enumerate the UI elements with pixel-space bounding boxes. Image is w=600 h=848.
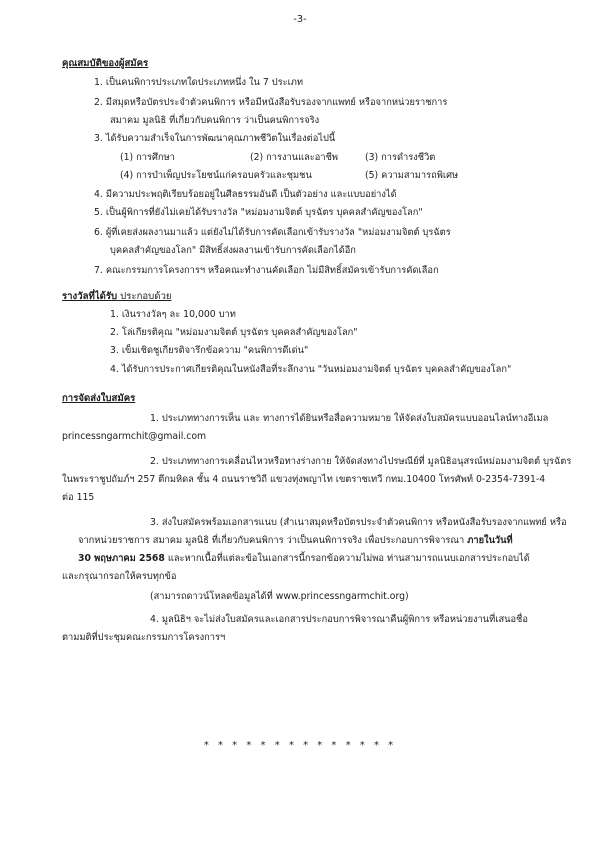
award-item-3: 3. เข็มเชิดชูเกียรติจารึกข้อความ "คนพิการดีเด่น" — [110, 345, 309, 356]
qualification-item-5: 5. เป็นผู้พิการที่ยังไม่เคยได้รับรางวัล "หม่อมงามจิตต์ บุรฉัตร บุคคลสำคัญของโลก" — [94, 207, 423, 218]
sub-item-community: (4) การบำเพ็ญประโยชน์แก่ครอบครัวและชุมชน — [120, 170, 312, 181]
qualification-item-3: 3. ได้รับความสำเร็จในการพัฒนาคุณภาพชีวิตในเรื่องต่อไปนี้ — [94, 133, 336, 144]
submission-p2-line2: ในพระราชูปถัมภ์ฯ 257 ตึกมหิดล ชั้น 4 ถนนราชวิถี แขวงทุ่งพญาไท เขตราชเทวี กทม.10400 โทรศัพท์ 0-2354-7391-4 — [62, 474, 546, 485]
qualification-item-6: 6. ผู้ที่เคยส่งผลงานมาแล้ว แต่ยังไม่ได้รับการคัดเลือกเข้ารับรางวัล "หม่อมงามจิตต์ บุรฉัตร — [94, 227, 451, 238]
deadline-prefix: ภายในวันที่ — [467, 535, 513, 546]
sub-item-talent: (5) ความสามารถพิเศษ — [365, 170, 459, 181]
sub-item-education: (1) การศึกษา — [120, 152, 175, 163]
contact-email: princessngarmchit@gmail.com — [62, 431, 207, 442]
submission-p4-line2: ตามมติที่ประชุมคณะกรรมการโครงการฯ — [62, 632, 226, 643]
qualifications-heading: คุณสมบัติของผู้สมัคร — [62, 58, 149, 69]
submission-p3-line2 — [78, 535, 513, 547]
awards-heading-label: รางวัลที่ได้รับ — [62, 291, 118, 302]
submission-p3-line2-text: จากหน่วยราชการ สมาคม มูลนิธิ ที่เกี่ยวกับคนพิการ ว่าเป็นคนพิการจริง เพื่อประกอบการพิจารณา — [78, 535, 468, 546]
awards-heading-rest: ประกอบด้วย — [117, 291, 172, 302]
submission-p3-line4: และกรุณากรอกให้ครบทุกข้อ — [62, 571, 177, 582]
sub-item-career: (2) การงานและอาชีพ — [250, 152, 339, 163]
award-item-2: 2. โล่เกียรติคุณ "หม่อมงามจิตต์ บุรฉัตร บุคคลสำคัญของโลก" — [110, 327, 358, 338]
download-note: (สามารถดาวน์โหลดข้อมูลได้ที่ www.princessngarmchit.org) — [150, 591, 409, 602]
qualification-item-1: 1. เป็นคนพิการประเภทใดประเภทหนึ่ง ใน 7 ประเภท — [94, 77, 304, 88]
submission-p2-line3: ต่อ 115 — [62, 492, 95, 503]
submission-p3-line1: 3. ส่งใบสมัครพร้อมเอกสารแนบ (สำเนาสมุดหรือบัตรประจำตัวคนพิการ หรือหนังสือรับรองจากแพทย์ หรือ — [150, 517, 567, 528]
award-item-4: 4. ได้รับการประกาศเกียรติคุณในหนังสือที่ระลึกงาน "วันหม่อมงามจิตต์ บุรฉัตร บุคคลสำคัญของโลก" — [110, 364, 512, 375]
qualification-item-7: 7. คณะกรรมการโครงการฯ หรือคณะทำงานคัดเลือก ไม่มีสิทธิ์สมัครเข้ารับการคัดเลือก — [94, 265, 439, 276]
qualification-item-4: 4. มีความประพฤติเรียบร้อยอยู่ในศีลธรรมอันดี เป็นตัวอย่าง และแบบอย่างได้ — [94, 189, 397, 200]
submission-p1-line1: 1. ประเภททางการเห็น และ ทางการได้ยินหรือสื่อความหมาย ให้จัดส่งใบสมัครแบบออนไลน์ทางอีเมล — [150, 413, 549, 424]
submission-p3-line3-text: และหากเนื้อที่แต่ละข้อในเอกสารนี้กรอกข้อความไม่พอ ท่านสามารถแนบเอกสารประกอบได้ — [164, 553, 530, 564]
awards-heading — [62, 291, 171, 303]
submission-p2-line1: 2. ประเภททางการเคลื่อนไหวหรือทางร่างกาย ให้จัดส่งทางไปรษณีย์ที่ มูลนิธิอนุสรณ์หม่อมงามจิตต์ บุรฉัตร — [150, 456, 572, 467]
qualification-item-2: 2. มีสมุดหรือบัตรประจำตัวคนพิการ หรือมีหนังสือรับรองจากแพทย์ หรือจากหน่วยราชการ — [94, 97, 448, 108]
submission-heading: การจัดส่งใบสมัคร — [62, 393, 136, 404]
page-number: -3- — [293, 14, 307, 25]
closing-stars: * * * * * * * * * * * * * * — [203, 740, 397, 751]
award-item-1: 1. เงินรางวัลๆ ละ 10,000 บาท — [110, 309, 236, 320]
submission-p3-line3 — [78, 553, 530, 565]
deadline-date: 30 พฤษภาคม 2568 — [78, 553, 165, 564]
qualification-item-2-cont: สมาคม มูลนิธิ ที่เกี่ยวกับคนพิการ ว่าเป็นคนพิการจริง — [110, 115, 320, 126]
sub-item-living: (3) การดำรงชีวิต — [365, 152, 436, 163]
submission-p4-line1: 4. มูลนิธิฯ จะไม่ส่งใบสมัครและเอกสารประกอบการพิจารณาคืนผู้พิการ หรือหน่วยงานที่เสนอชื่อ — [150, 614, 528, 625]
qualification-item-6-cont: บุคคลสำคัญของโลก" มีสิทธิ์ส่งผลงานเข้ารับการคัดเลือกได้อีก — [110, 245, 356, 256]
